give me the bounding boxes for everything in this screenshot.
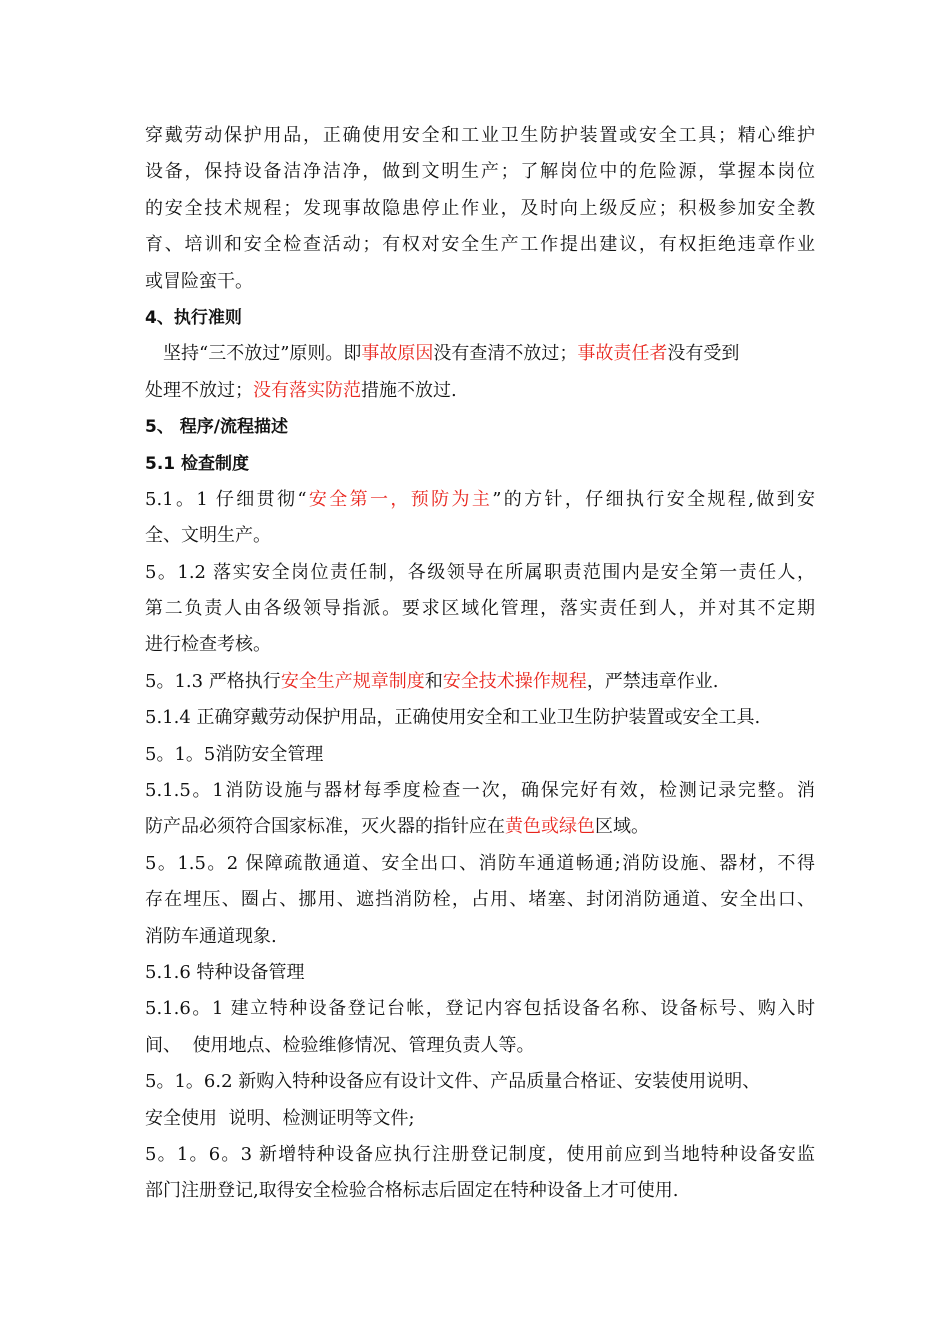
paragraph-line	[145, 373, 815, 409]
paragraph-line	[145, 664, 815, 700]
paragraph-line: 5。1.5。2 保障疏散通道、安全出口、消防车通道畅通;消防设施、器材，不得	[145, 852, 815, 874]
highlight-yellow-green: 黄色或绿色	[505, 816, 595, 838]
paragraph-line: 穿戴劳动保护用品，正确使用安全和工业卫生防护装置或安全工具；精心维护	[145, 125, 815, 146]
paragraph-line: 的安全技术规程；发现事故隐患停止作业，及时向上级反应；积极参加安全教	[145, 197, 815, 219]
paragraph-line: 间、 使用地点、检验维修情况、管理负责人等。	[145, 1034, 535, 1056]
section-heading-5-1: 5.1 检查制度	[145, 453, 250, 474]
text-run: 和	[424, 670, 443, 692]
document-page	[145, 118, 815, 1210]
paragraph-line: 或冒险蛮干。	[145, 270, 253, 292]
paragraph-line: 第二负责人由各级领导指派。要求区域化管理，落实责任到人，并对其不定期	[145, 598, 815, 620]
paragraph-line: 5.1.6 特种设备管理	[145, 961, 305, 983]
paragraph-line: 5。1。6.2 新购入特种设备应有设计文件、产品质量合格证、安装使用说明、	[145, 1071, 761, 1093]
paragraph-line: 5.1.5。1消防设施与器材每季度检查一次，确保完好有效，检测记录完整。消	[145, 780, 815, 802]
paragraph-line: 育、培训和安全检查活动；有权对安全生产工作提出建议，有权拒绝违章作业	[145, 234, 815, 256]
section-heading-4: 4、执行准则	[145, 307, 242, 328]
paragraph-line: 5.1.6。1 建立特种设备登记台帐，登记内容包括设备名称、设备标号、购入时	[145, 998, 815, 1020]
highlight-accident-cause: 事故原因	[361, 343, 434, 365]
text-run: 区域。	[595, 816, 649, 838]
text-run: 没有查清不放过；	[433, 343, 578, 365]
paragraph-line: 消防车通道现象.	[145, 925, 277, 947]
text-run: 5。1.3 严格执行	[145, 670, 281, 692]
paragraph-line: 存在埋压、圈占、挪用、遮挡消防栓，占用、堵塞、封闭消防通道、安全出口、	[145, 889, 815, 911]
paragraph-line	[145, 482, 815, 518]
text-run: 坚持“三不放过”原则。即	[163, 343, 362, 365]
paragraph-line: 5。1.2 落实安全岗位责任制，各级领导在所属职责范围内是安全第一责任人，	[145, 561, 815, 583]
section-heading-5: 5、 程序/流程描述	[145, 417, 288, 438]
paragraph-line: 部门注册登记,取得安全检验合格标志后固定在特种设备上才可使用.	[145, 1180, 679, 1202]
paragraph-line: 安全使用 说明、检测证明等文件;	[145, 1107, 415, 1129]
text-run: 防产品必须符合国家标准，灭火器的指针应在	[145, 816, 505, 838]
highlight-safety-rules: 安全生产规章制度	[280, 670, 425, 692]
paragraph-line: 5。1。6。3 新增特种设备应执行注册登记制度，使用前应到当地特种设备安监	[145, 1143, 815, 1165]
paragraph-line: 5。1。5消防安全管理	[145, 743, 324, 765]
highlight-prevention: 没有落实防范	[253, 379, 361, 401]
text-run: 处理不放过；	[145, 379, 253, 401]
paragraph-line	[145, 809, 815, 845]
highlight-accident-responsible: 事故责任者	[577, 343, 668, 365]
text-run: ”的方针，仔细执行安全规程,做到安	[492, 488, 815, 510]
text-run: 5.1。1 仔细贯彻“	[145, 488, 307, 510]
text-run: ，严禁违章作业.	[586, 670, 719, 692]
paragraph-line: 进行检查考核。	[145, 634, 271, 656]
paragraph-line	[145, 336, 815, 372]
highlight-safety-first: 安全第一，预防为主	[306, 488, 493, 510]
text-run: 没有受到	[667, 343, 740, 365]
highlight-operating-rules: 安全技术操作规程	[442, 670, 587, 692]
text-run: 措施不放过.	[361, 379, 457, 401]
paragraph-line: 全、文明生产。	[145, 525, 271, 547]
paragraph-line: 设备，保持设备洁净洁净，做到文明生产；了解岗位中的危险源，掌握本岗位	[145, 161, 815, 183]
paragraph-line: 5.1.4 正确穿戴劳动保护用品，正确使用安全和工业卫生防护装置或安全工具.	[145, 707, 761, 729]
